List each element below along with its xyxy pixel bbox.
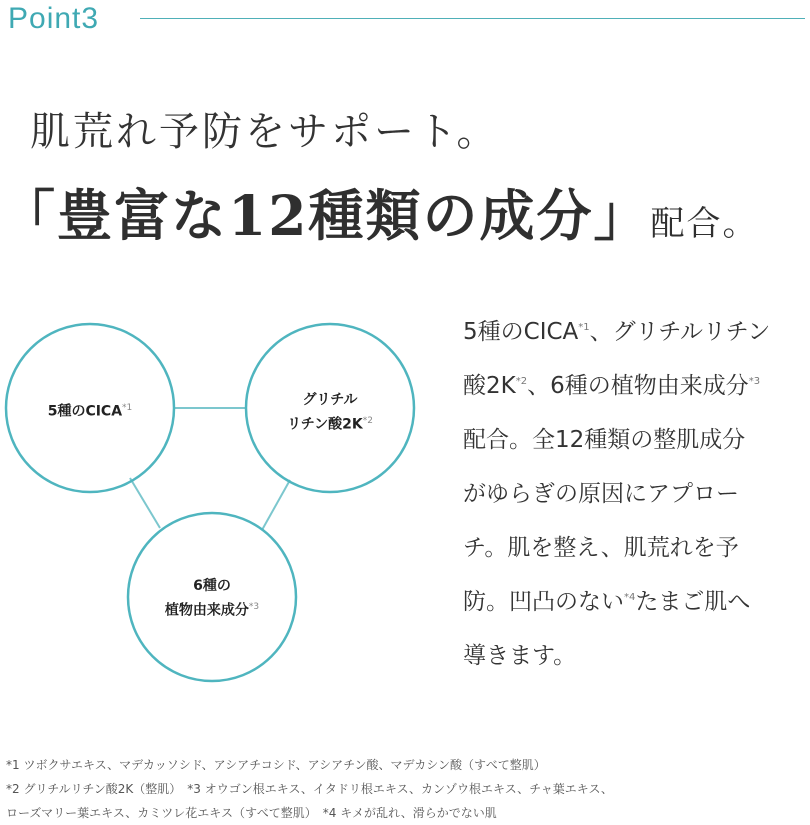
node-label-botanical: [142, 576, 282, 622]
node-botanical-line1: 6種の: [193, 578, 231, 594]
connector-line-left: [130, 478, 160, 528]
node-glycyrrhizin-line1: グリチル: [302, 392, 358, 408]
body-note4: *4: [624, 592, 636, 603]
body-line2: 酸$2K^{*2}$、6種の植物由来成分$^{*3}$: [463, 373, 761, 399]
body-line1: 5種のCICA$^{*1}$、グリチルリチン: [463, 319, 771, 345]
point-label: Point3: [8, 2, 100, 35]
connector-line-right: [262, 480, 290, 530]
body-line7: 導きます。: [463, 643, 577, 669]
footnote-line2: *2 グリチルリチン酸2K（整肌） *3 オウゴン根エキス、イタドリ根エキス、カンゾウ根エキス、チャ葉エキス、: [6, 782, 613, 796]
footnote-line1: *1 ツボクサエキス、マデカッソシド、アシアチコシド、アシアチン酸、マデカシン酸（すべて整肌）: [6, 758, 546, 772]
node-cica-text: 5種のCICA: [47, 403, 123, 420]
headline-main: 「豊富な12種類の成分」: [0, 183, 651, 248]
headline-line1: 肌荒れ予防をサポート。: [30, 109, 500, 155]
body-note3: *3: [748, 376, 761, 387]
body-line6: 防。凹凸のない$^{*4}$たまご肌へ: [463, 589, 751, 615]
body-line5: チ。肌を整え、肌荒れを予: [463, 535, 739, 561]
node-glycyrrhizin-note: *2: [362, 416, 373, 426]
headline-suffix: 配合。: [650, 204, 759, 244]
body-line3: 配合。全12種類の整肌成分: [463, 427, 746, 453]
footnote-line3: ローズマリー葉エキス、カミツレ花エキス（すべて整肌） *4 キメが乱れ、滑らかでない肌: [6, 806, 497, 820]
node-cica-note: *1: [122, 403, 133, 413]
node-botanical-note: *3: [248, 602, 260, 612]
body-text: [463, 305, 808, 683]
footnotes: [6, 753, 613, 825]
node-botanical-line2: 植物由来成分: [164, 602, 249, 619]
node-label-glycyrrhizin: [260, 390, 400, 436]
body-line4: がゆらぎの原因にアプロー: [463, 481, 739, 507]
node-glycyrrhizin-line2: リチン酸2K: [287, 416, 363, 433]
body-note2: *2: [515, 376, 528, 387]
body-note1: *1: [578, 322, 590, 333]
node-label-cica: [20, 398, 160, 423]
